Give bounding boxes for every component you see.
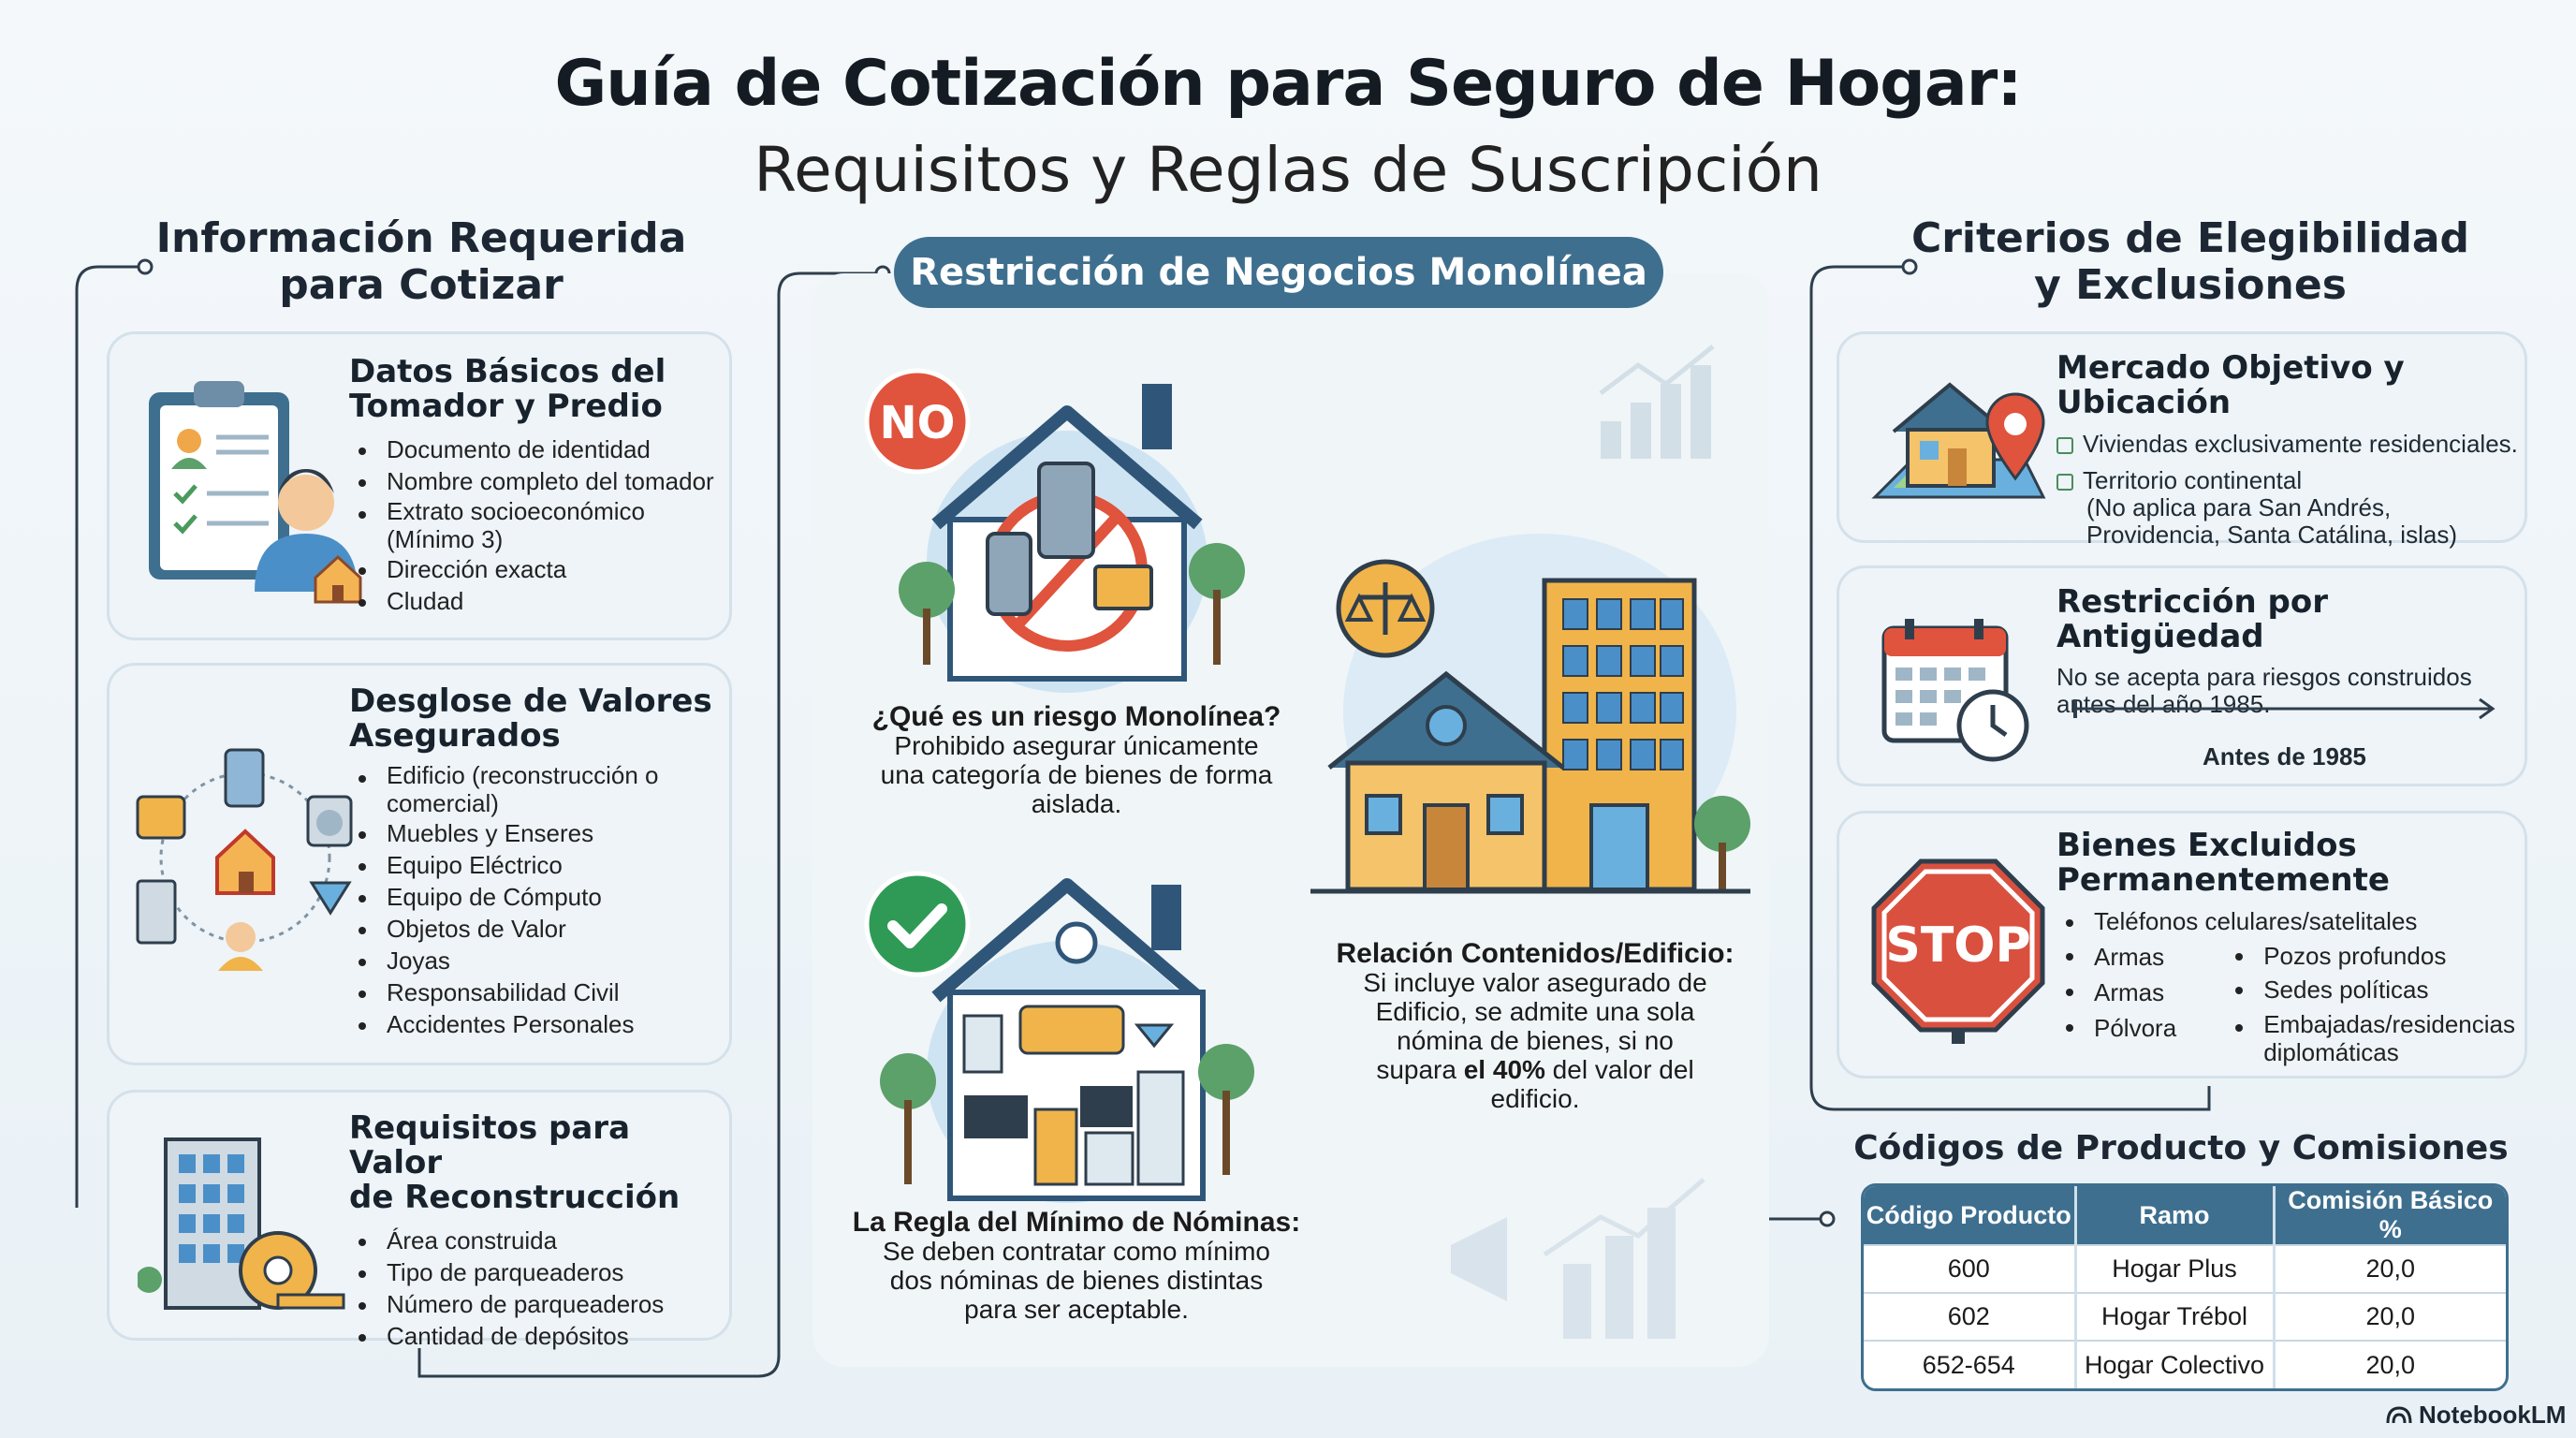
list-item-line: Extrato socioeconómico — [387, 497, 646, 525]
card-title-line: Tomador y Predio — [349, 388, 663, 425]
card-insured-values — [107, 663, 732, 1065]
house-map-pin-icon — [1866, 357, 2053, 525]
calendar-clock-icon — [1877, 615, 2045, 765]
list-item: Muebles y Enseres — [349, 817, 724, 849]
list-item: Pólvora — [2056, 1010, 2226, 1046]
card-title-line: Desglose de Valores — [349, 682, 712, 720]
list-item: Accidentes Personales — [349, 1008, 724, 1040]
table-cell: 602 — [1864, 1293, 2075, 1341]
relation-percent: el 40% — [1463, 1055, 1545, 1084]
relation-line: del valor del — [1544, 1055, 1694, 1084]
list-item — [349, 497, 724, 553]
card-title-line: Permanentemente — [2056, 861, 2390, 899]
household-goods-icon — [128, 741, 362, 975]
list-item: Responsabilidad Civil — [349, 976, 724, 1008]
notebooklm-brand — [2385, 1401, 2566, 1430]
card-age-restriction — [1837, 565, 2527, 786]
left-heading-line1: Información Requerida — [155, 214, 687, 262]
minimum-rule-explanation — [842, 1208, 1310, 1324]
list-item: Tipo de parqueaderos — [349, 1256, 724, 1288]
table-cell: 652-654 — [1864, 1341, 2075, 1388]
table-cell: Hogar Plus — [2075, 1245, 2274, 1293]
table-cell: Hogar Trébol — [2075, 1293, 2274, 1341]
card-excluded-goods — [1837, 811, 2527, 1078]
clipboard-person-icon — [138, 372, 372, 606]
card-target-market — [1837, 331, 2527, 549]
codes-table — [1864, 1186, 2506, 1388]
age-title: Restricción por Antigüedad — [2056, 583, 2328, 655]
timeline-arrow — [2071, 694, 2502, 722]
building-balance-icon — [1310, 524, 1750, 917]
building-measure-icon — [138, 1130, 353, 1317]
list-item: Dirección exacta — [349, 553, 724, 585]
market-item-text: Providencia, Santa Catálina, islas) — [2086, 521, 2457, 549]
relation-line: nómina de bienes, si no — [1397, 1026, 1674, 1055]
notebooklm-logo-icon — [2385, 1404, 2413, 1427]
card-reconstruction-title — [349, 1111, 724, 1215]
table-cell: 20,0 — [2274, 1293, 2506, 1341]
basic-data-list — [349, 433, 724, 617]
list-item: Pozos profundos — [2226, 939, 2515, 973]
list-item-line: Edificio (reconstrucción o — [387, 761, 659, 789]
reconstruction-list — [349, 1225, 724, 1352]
minimum-rule-line: Se deben contratar como mínimo — [883, 1237, 1270, 1266]
table-cell: 600 — [1864, 1245, 2075, 1293]
market-item-text: Viviendas exclusivamente residenciales. — [2083, 430, 2518, 458]
relation-line: Si incluye valor asegurado de — [1363, 968, 1707, 997]
list-item — [2226, 1010, 2515, 1066]
codes-title: Códigos de Producto y Comisiones — [1853, 1129, 2509, 1167]
list-item: Armas — [2056, 939, 2226, 975]
market-title: Mercado Objetivo y Ubicación — [2056, 349, 2405, 421]
monoline-answer-line: aislada. — [1031, 789, 1122, 818]
right-heading-line1: Criterios de Elegibilidad — [1910, 214, 2470, 262]
column-header: Comisión Básico % — [2274, 1186, 2506, 1245]
monoline-answer-line: una categoría de bienes de forma — [880, 760, 1273, 789]
checkbox-icon — [2056, 437, 2073, 454]
card-reconstruction — [107, 1090, 732, 1350]
minimum-rule-line: dos nóminas de bienes distintas — [889, 1266, 1264, 1295]
table-cell: 20,0 — [2274, 1245, 2506, 1293]
list-item-line: Embajadas/residencias — [2263, 1010, 2515, 1038]
growth-chart-icon — [1591, 337, 1732, 468]
relation-question: Relación Contenidos/Edificio: — [1336, 938, 1734, 969]
list-item: Cantidad de depósitos — [349, 1320, 724, 1352]
right-column-heading — [1900, 215, 2481, 309]
insured-values-list — [349, 761, 724, 1040]
list-item: Nombre completo del tomador — [349, 465, 724, 497]
page-subtitle: Requisitos y Reglas de Suscripción — [754, 134, 1822, 206]
table-cell: 20,0 — [2274, 1341, 2506, 1388]
monoline-question: ¿Qué es un riesgo Monolínea? — [871, 701, 1281, 732]
age-text-line: No se acepta para riesgos construidos — [2056, 663, 2472, 691]
excluded-list-wide — [2056, 905, 2515, 937]
card-title-line: Asegurados — [349, 717, 561, 755]
card-title-line: Bienes Excluidos — [2056, 827, 2357, 864]
relation-line: supara — [1376, 1055, 1464, 1084]
monoline-answer-line: Prohibido asegurar únicamente — [894, 731, 1259, 760]
column-header: Ramo — [2075, 1186, 2274, 1245]
table-cell: Hogar Colectivo — [2075, 1341, 2274, 1388]
codes-table-wrap — [1861, 1183, 2509, 1391]
list-item — [349, 761, 724, 817]
codes-header-row — [1864, 1186, 2506, 1245]
excluded-title — [2056, 829, 2515, 898]
checkbox-icon — [2056, 474, 2073, 491]
check-badge-icon — [867, 873, 968, 975]
list-item-line: comercial) — [387, 789, 499, 817]
card-title-line: de Reconstrucción — [349, 1179, 681, 1216]
card-basic-data — [107, 331, 732, 640]
table-row — [1864, 1245, 2506, 1293]
list-item: Equipo de Cómputo — [349, 881, 724, 913]
monoline-explanation — [842, 702, 1310, 818]
stop-sign-icon — [1869, 857, 2047, 1044]
list-item-line: diplomáticas — [2263, 1038, 2399, 1066]
market-item — [2056, 467, 2525, 549]
minimum-rule-line: para ser aceptable. — [964, 1295, 1189, 1324]
relation-line: Edificio, se admite una sola — [1375, 997, 1695, 1026]
market-item-text: Territorio continental — [2083, 466, 2303, 494]
monoline-restriction-pill: Restricción de Negocios Monolínea — [894, 237, 1663, 308]
list-item: Joyas — [349, 945, 724, 976]
left-heading-line2: para Cotizar — [279, 261, 564, 309]
card-title-line: Requisitos para Valor — [349, 1109, 631, 1181]
content-building-relation — [1320, 939, 1750, 1113]
excluded-list-col1 — [2056, 939, 2226, 1066]
list-item: Armas — [2056, 975, 2226, 1010]
card-insured-values-title — [349, 684, 724, 754]
no-badge: NO — [879, 397, 956, 449]
stop-label: STOP — [1885, 917, 2031, 974]
list-item: Cludad — [349, 585, 724, 617]
card-title-line: Datos Básicos del — [349, 353, 666, 390]
table-row — [1864, 1293, 2506, 1341]
list-item: Área construida — [349, 1225, 724, 1256]
house-ok-icon — [852, 857, 1282, 1203]
list-item: Teléfonos celulares/satelitales — [2056, 905, 2515, 937]
market-item-text: (No aplica para San Andrés, — [2086, 493, 2392, 521]
column-header: Código Producto — [1864, 1186, 2075, 1245]
market-item — [2056, 430, 2525, 458]
list-item: Objetos de Valor — [349, 913, 724, 945]
list-item: Sedes políticas — [2226, 973, 2515, 1006]
list-item: Documento de identidad — [349, 433, 724, 465]
list-item: Número de parqueaderos — [349, 1288, 724, 1320]
house-no-icon — [852, 346, 1282, 693]
excluded-list-col2 — [2226, 939, 2515, 1066]
relation-line: edificio. — [1490, 1084, 1580, 1113]
minimum-rule-question: La Regla del Mínimo de Nóminas: — [852, 1207, 1301, 1238]
megaphone-chart-icon — [1432, 1161, 1722, 1348]
card-basic-data-title — [349, 355, 724, 424]
page-title: Guía de Cotización para Seguro de Hogar: — [554, 47, 2022, 121]
age-text-line: antes del año 1985. — [2056, 690, 2271, 718]
right-heading-line2: y Exclusiones — [2034, 261, 2347, 309]
list-item: Equipo Eléctrico — [349, 849, 724, 881]
list-item-line: (Mínimo 3) — [387, 525, 504, 553]
left-column-heading — [140, 215, 702, 309]
brand-label: NotebookLM — [2419, 1401, 2567, 1429]
timeline-label: Antes de 1985 — [2203, 742, 2366, 770]
table-row — [1864, 1341, 2506, 1388]
